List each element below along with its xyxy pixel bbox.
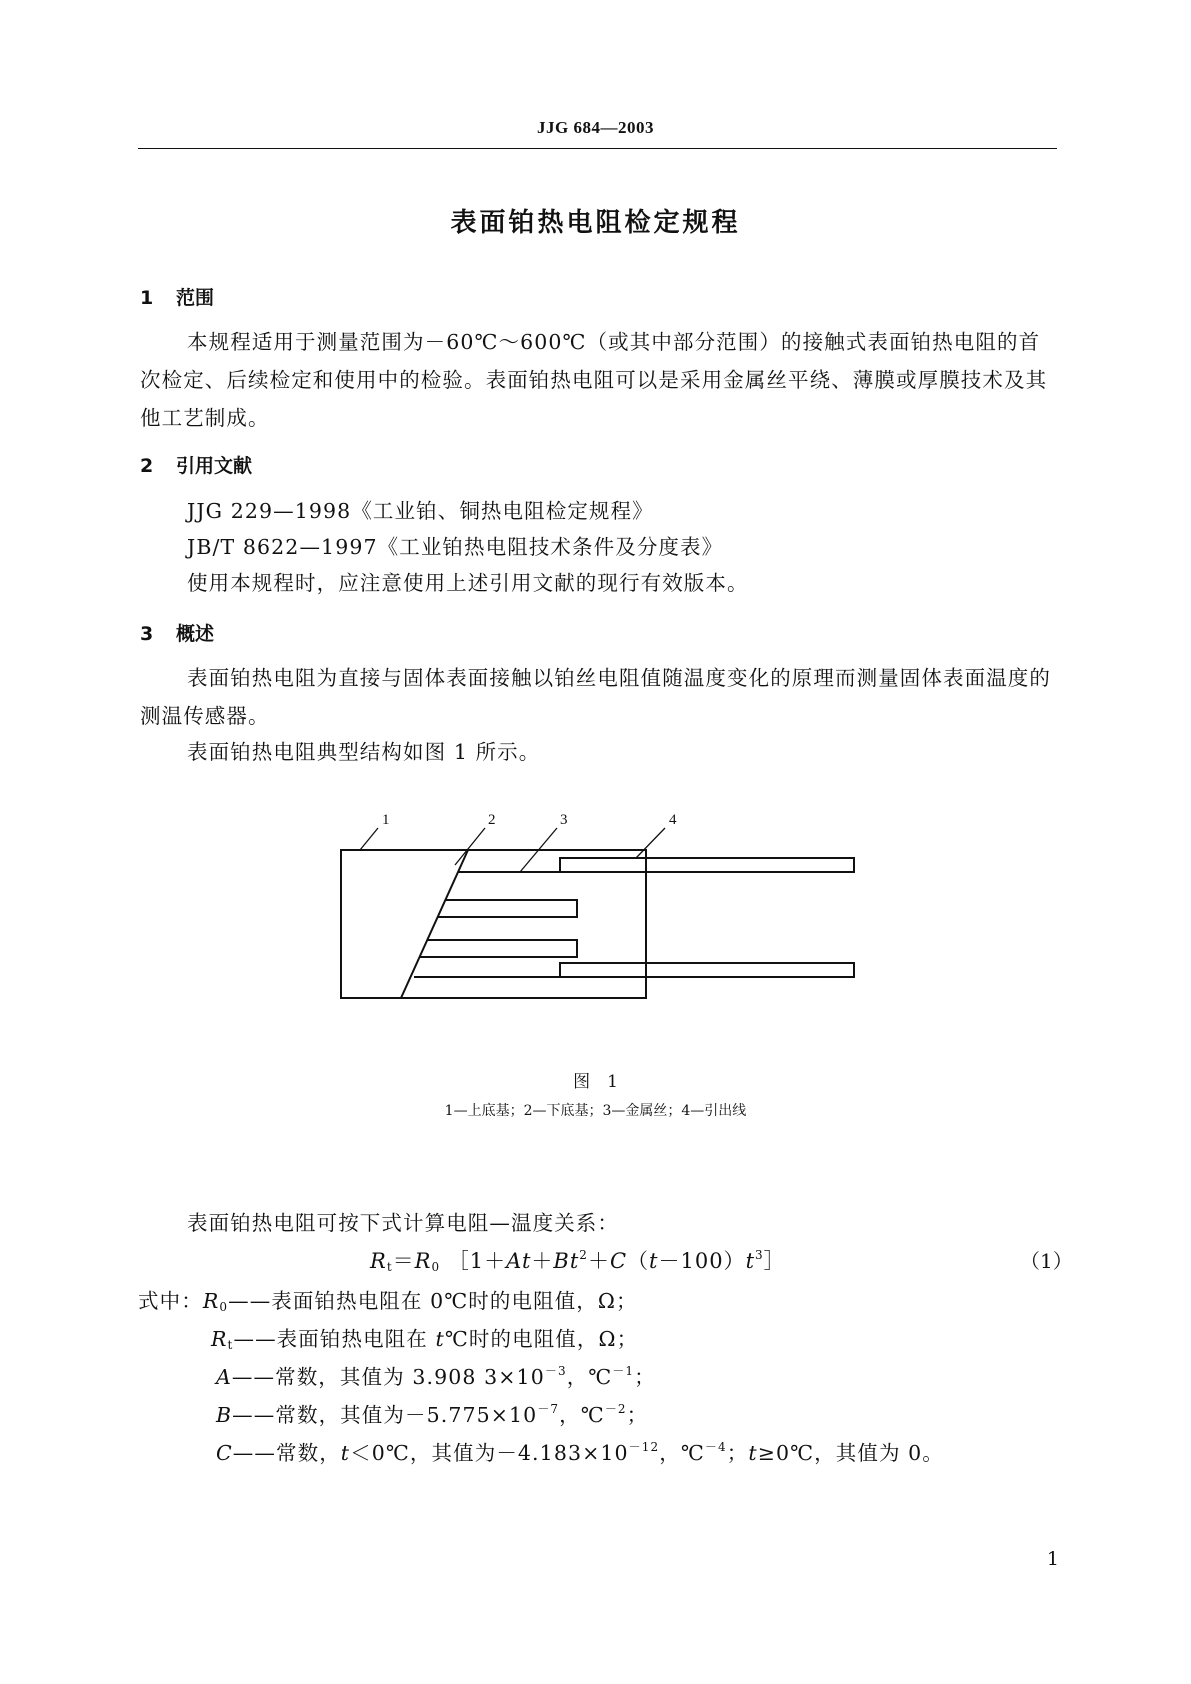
leader-line [636, 828, 665, 858]
page-number: 1 [1046, 1548, 1059, 1570]
document-title: 表面铂热电阻检定规程 [450, 208, 741, 238]
where-text: ——表面铂热电阻在 0℃时的电阻值，Ω； [228, 1289, 638, 1313]
references-note: 使用本规程时，应注意使用上述引用文献的现行有效版本。 [187, 571, 749, 595]
label-2: 2 [488, 812, 496, 828]
where-unit: ，℃ [559, 1403, 605, 1427]
section-title: 引用文献 [176, 455, 253, 477]
reference-item: JB/T 8622—1997《工业铂热电阻技术条件及分度表》 [187, 535, 724, 559]
scope-paragraph [140, 323, 1056, 437]
header-rule [138, 148, 1057, 149]
label-3: 3 [560, 812, 568, 828]
where-variable: t [435, 1327, 445, 1351]
where-end: ； [626, 1403, 649, 1427]
reference-item: JJG 229—1998《工业铂、铜热电阻检定规程》 [187, 499, 654, 523]
where-text: ——常数，其值为 3.908 3×10 [231, 1365, 545, 1389]
formula-symbol: C [609, 1249, 628, 1273]
where-item-b [216, 1398, 648, 1428]
where-unit-exponent: －2 [604, 1402, 627, 1416]
formula-operator: （ [627, 1249, 650, 1273]
formula-operator: ＝ [392, 1249, 415, 1273]
section-number: 2 [140, 455, 154, 477]
formula-symbol: B [553, 1249, 570, 1273]
where-symbol: C [216, 1441, 233, 1465]
formula-symbol: t [521, 1249, 532, 1273]
where-item-c [216, 1436, 944, 1466]
formula-operator: ［1＋ [447, 1249, 507, 1273]
where-exponent: －3 [544, 1364, 567, 1378]
figure-caption: 图 1 [573, 1072, 618, 1092]
structure-diagram [320, 800, 860, 1000]
overview-figure-reference: 表面铂热电阻典型结构如图 1 所示。 [187, 740, 541, 764]
scope-text: 本规程适用于测量范围为－60℃～600℃（或其中部分范围）的接触式表面铂热电阻的首次检定、后续检定和使用中的检验。表面铂热电阻可以是采用金属丝平绕、薄膜或厚膜技术及其他工艺制成。 [140, 330, 1048, 430]
leader-line [455, 828, 485, 865]
where-item-r0 [138, 1284, 638, 1314]
metal-wire-segment [437, 900, 577, 917]
formula-symbol: t [745, 1249, 756, 1273]
where-unit: ，℃ [566, 1365, 613, 1389]
where-symbol: R [211, 1327, 228, 1351]
where-text: ——常数， [232, 1441, 341, 1465]
where-subscript: 0 [219, 1300, 229, 1314]
leader-line [360, 828, 378, 850]
metal-wire-segment [420, 940, 577, 957]
formula-operator: －100） [658, 1249, 746, 1273]
lead-wire-upper [560, 858, 854, 872]
where-symbol: B [216, 1403, 233, 1427]
label-1: 1 [382, 812, 390, 828]
formula-superscript: 2 [579, 1248, 588, 1262]
where-unit-exponent: －4 [704, 1440, 727, 1454]
where-symbol: R [202, 1289, 220, 1313]
section-number: 1 [140, 287, 154, 309]
where-symbol: A [216, 1365, 232, 1389]
where-text: ≥0℃，其值为 0。 [757, 1441, 944, 1465]
formula-superscript: 3 [755, 1248, 764, 1262]
equation-number: （1） [1020, 1249, 1073, 1273]
where-variable: t [340, 1441, 351, 1465]
formula-operator: ＋ [531, 1249, 554, 1273]
formula-symbol: R [414, 1249, 432, 1273]
label-4: 4 [669, 812, 677, 828]
where-exponent: －7 [537, 1402, 560, 1416]
formula-symbol: A [506, 1249, 522, 1273]
section-heading-references [140, 451, 252, 478]
formula-subscript: 0 [431, 1260, 441, 1274]
formula-symbol: t [569, 1249, 580, 1273]
where-item-rt [211, 1322, 638, 1352]
section-number: 3 [140, 623, 154, 645]
where-item-a [216, 1360, 656, 1390]
where-variable: t [748, 1441, 758, 1465]
where-unit-exponent: －1 [612, 1364, 635, 1378]
formula-subscript: t [386, 1260, 393, 1274]
section-heading-overview [140, 619, 214, 646]
section-title: 概述 [176, 623, 215, 645]
formula-symbol: R [370, 1249, 387, 1273]
formula-symbol: t [649, 1249, 659, 1273]
formula-operator: ］ [763, 1249, 786, 1273]
lower-substrate-edge [401, 850, 468, 998]
formula-intro: 表面铂热电阻可按下式计算电阻—温度关系： [187, 1211, 619, 1235]
where-lead: 式中： [138, 1289, 203, 1313]
lead-wire-lower [560, 963, 854, 977]
where-text: ——常数，其值为－5.775×10 [232, 1403, 538, 1427]
section-title: 范围 [176, 287, 215, 309]
resistance-formula [370, 1245, 786, 1275]
overview-text: 表面铂热电阻为直接与固体表面接触以铂丝电阻值随温度变化的原理而测量固体表面温度的测温传感器。 [140, 666, 1051, 728]
where-end: ； [634, 1365, 656, 1389]
where-text: ——表面铂热电阻在 [233, 1327, 436, 1351]
where-text: ＜0℃，其值为－4.183×10 [350, 1441, 629, 1465]
document-code-header: JJG 684—2003 [537, 118, 654, 137]
section-heading-scope [140, 283, 214, 310]
where-exponent: －12 [628, 1440, 660, 1454]
figure-legend: 1—上底基；2—下底基；3—金属丝；4—引出线 [444, 1103, 747, 1119]
overview-paragraph [140, 659, 1056, 735]
where-text: ℃时的电阻值，Ω； [444, 1327, 639, 1351]
where-unit: ，℃ [659, 1441, 705, 1465]
formula-operator: ＋ [587, 1249, 610, 1273]
where-subscript: t [227, 1338, 234, 1352]
where-text: ； [726, 1441, 749, 1465]
